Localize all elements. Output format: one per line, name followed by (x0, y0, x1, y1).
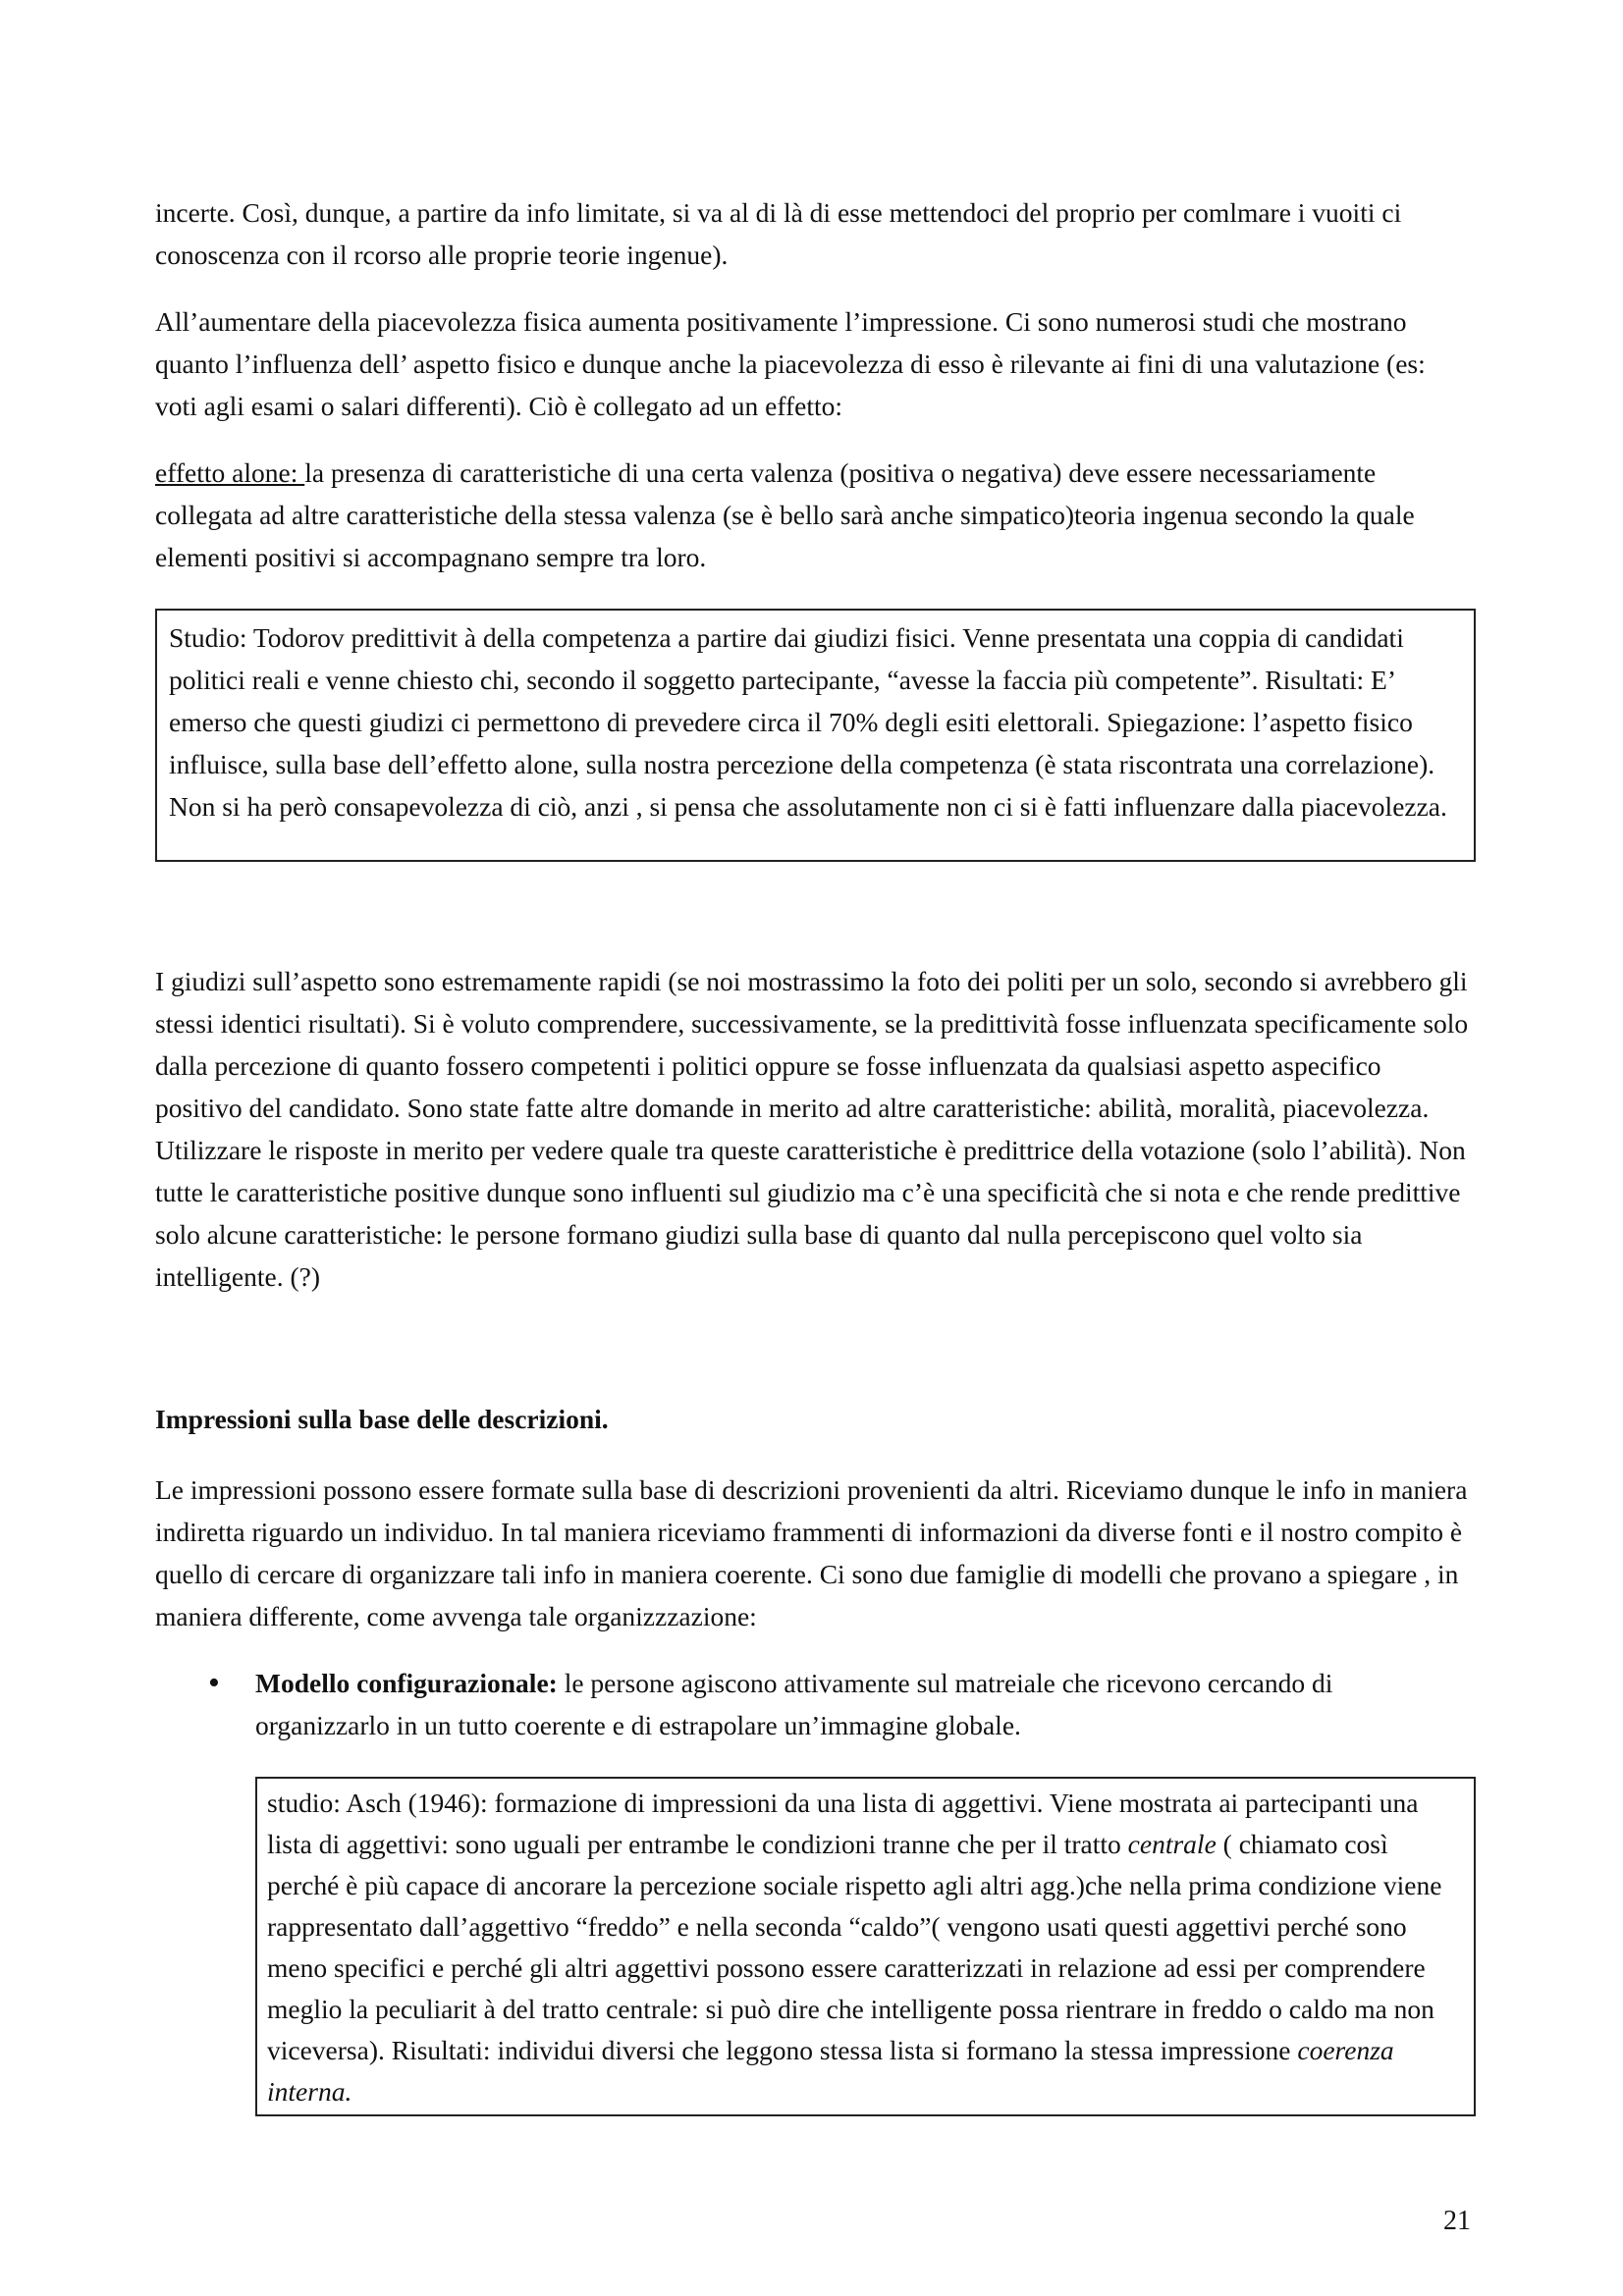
paragraph-halo-effect (155, 452, 1471, 578)
asch-central-trait: centrale (1127, 1829, 1217, 1859)
asch-study-text (267, 1783, 1464, 2112)
asch-study-box (255, 1777, 1476, 2116)
paragraph-attractiveness: All’aumentare della piacevolezza fisica aumenta positivamente l’impressione. Ci sono numerosi studi che mostrano quanto l’influenza dell’ aspetto fisico e dunque anche la piacevolezza di esso è rilevante ai fini di una valutazione (es: voti agli esami o salari differenti). Ciò è collegato ad un effetto: (155, 306, 1426, 421)
bullet-configurational-model (255, 1662, 1473, 1746)
bullet-icon: • (208, 1665, 220, 1701)
todorov-study-box (155, 609, 1476, 862)
paragraph-rapid-judgments: I giudizi sull’aspetto sono estremamente rapidi (se noi mostrassimo la foto dei politi per un solo, secondo si avrebbero gli stessi identici risultati). Si è voluto comprendere, successivamente, se la predittività fosse influenzata specificamente solo dalla percezione di quanto fossero competenti i politici oppure se fosse influenzata da qualsiasi aspetto aspecifico positivo del candidato. Sono state fatte altre domande in merito ad altre caratteristiche: abilità, moralità, piacevolezza. Utilizzare le risposte in merito per vedere quale tra queste caratteristiche è predittrice della votazione (solo l’abilità). Non tutte le caratteristiche positive dunque sono influenti sul giudizio ma c’è una specificità che si nota e che rende predittive solo alcune caratteristiche: le persone formano giudizi sulla base di quanto dal nulla percepiscono quel volto sia intelligente. (?) (155, 966, 1469, 1292)
paragraph-intro: incerte. Così, dunque, a partire da info limitate, si va al di là di esse mettendoci del proprio per comlmare i vuoiti ci conoscenza con il rcorso alle proprie teorie ingenue). (155, 197, 1402, 270)
asch-text-part-2: ( chiamato così perché è più capace di ancorare la percezione sociale rispetto agli altri agg.)che nella prima condizione viene rappresentato dall’aggettivo “freddo” e nella seconda “caldo”( vengono usati questi aggettivi perché sono meno specifici e perché gli altri aggettivi possono essere caratterizzati in relazione ad essi per comprendere meglio la peculiarit à del tratto centrale: si può dire che intelligente possa rientrare in freddo o caldo ma non viceversa). Risultati: individui diversi che leggono stessa lista si formano la stessa impressione (267, 1829, 1442, 2065)
todorov-study-text: Studio: Todorov predittivit à della competenza a partire dai giudizi fisici. Venne presentata una coppia di candidati politici reali e venne chiesto chi, secondo il soggetto partecipante, “avesse la faccia più competente”. Risultati: E’ emerso che questi giudizi ci permettono di prevedere circa il 70% degli esiti elettorali. Spiegazione: l’aspetto fisico influisce, sulla base dell’effetto alone, sulla nostra percezione della competenza (è stata riscontrata una correlazione). Non si ha però consapevolezza di ciò, anzi , si pensa che assolutamente non ci si è fatti influenzare dalla piacevolezza. (169, 622, 1447, 822)
configurational-model-text: le persone agiscono attivamente sul matreiale che ricevono cercando di organizzarlo in un tutto coerente e di estrapolare un’immagine globale. (255, 1668, 1333, 1740)
asch-text-part-1: studio: Asch (1946): formazione di impressioni da una lista di aggettivi. Viene mostrata ai partecipanti una lista di aggettivi: sono uguali per entrambe le condizioni tranne che per il tratto (267, 1788, 1419, 1859)
halo-effect-definition: la presenza di caratteristiche di una certa valenza (positiva o negativa) deve essere necessariamente collegata ad altre caratteristiche della stessa valenza (se è bello sarà anche simpatico)teoria ingenua secondo la quale elementi positivi si accompagnano sempre tra loro. (155, 457, 1415, 572)
page-number: 21 (1443, 2206, 1471, 2236)
configurational-model-term: Modello configurazionale: (255, 1668, 558, 1698)
paragraph-descriptions: Le impressioni possono essere formate sulla base di descrizioni provenienti da altri. Riceviamo dunque le info in maniera indiretta riguardo un individuo. In tal maniera riceviamo frammenti di informazioni da diverse fonti e il nostro compito è quello di cercare di organizzare tali info in maniera coerente. Ci sono due famiglie di modelli che provano a spiegare , in maniera differente, come avvenga tale organizzzazione: (155, 1474, 1468, 1631)
section-heading: Impressioni sulla base delle descrizioni. (155, 1404, 609, 1434)
asch-internal-coherence: coerenza interna. (267, 2035, 1394, 2107)
halo-effect-term: effetto alone: (155, 457, 305, 488)
